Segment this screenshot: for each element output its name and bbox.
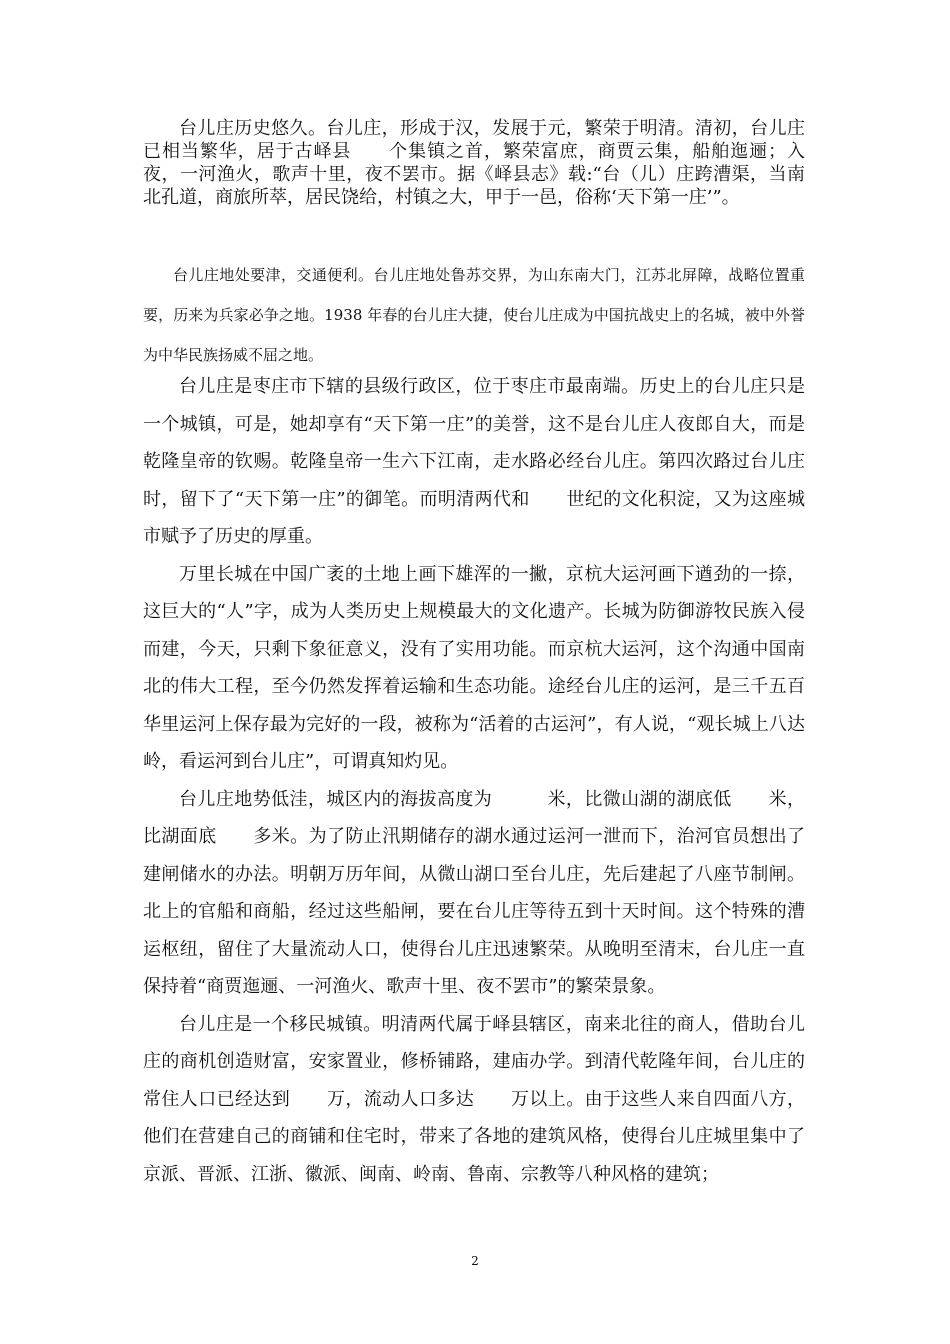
body-paragraph-migrant-town: 台儿庄是一个移民城镇。明清两代属于峄县辖区，南来北往的商人，借助台儿庄的商机创造财富，安家置业，修桥铺路，建庙办学。到清代乾隆年间，台儿庄的常住人口已经达到 万，流动人口多达 万以上。由于这些人来自四面八方，他们在营建自己的商铺和住宅时，带来了各地的建筑风格，使得台儿庄城里集中了京派、晋派、江浙、徽派、闽南、岭南、鲁南、宗教等八种风格的建筑； [143, 1013, 805, 1185]
body-paragraph-administrative: 台儿庄是枣庄市下辖的县级行政区，位于枣庄市最南端。历史上的台儿庄只是一个城镇，可是，她却享有“天下第一庄”的美誉，这不是台儿庄人夜郎自大，而是乾隆皇帝的钦赐。乾隆皇帝一生六下江南，走水路必经台儿庄。第四次路过台儿庄时，留下了“天下第一庄”的御笔。而明清两代和 世纪的文化积淀，又为这座城市赋予了历史的厚重。 [143, 376, 805, 547]
body-text [143, 368, 805, 1193]
body-paragraph-terrain-locks: 台儿庄地势低洼，城区内的海拔高度为 米，比微山湖的湖底低 米，比湖面底 多米。为了防止汛期储存的湖水通过运河一泄而下，治河官员想出了建闸储水的办法。明朝万历年间，从微山湖口至台儿庄，先后建起了八座节制闸。北上的官船和商船，经过这些船闸，要在台儿庄等待五到十天时间。这个特殊的漕运枢纽，留住了大量流动人口，使得台儿庄迅速繁荣。从晚明至清末，台儿庄一直保持着“商贾迤逦、一河渔火、歌声十里、夜不罢市”的繁荣景象。 [143, 788, 805, 997]
intro-paragraph-history: 台儿庄历史悠久。台儿庄，形成于汉，发展于元，繁荣于明清。清初，台儿庄已相当繁华，居于古峄县 个集镇之首，繁荣富庶，商贾云集，船舶迤逦；入夜，一河渔火，歌声十里，夜不罢市。据《峄县志》载:“台（儿）庄跨漕渠，当南北孔道，商旅所萃，居民饶给，村镇之大，甲于一邑，俗称‘天下第一庄’”。 [143, 118, 805, 208]
body-paragraph-grand-canal: 万里长城在中国广袤的土地上画下雄浑的一撇，京杭大运河画下遒劲的一捺，这巨大的“人”字，成为人类历史上规模最大的文化遗产。长城为防御游牧民族入侵而建，今天，只剩下象征意义，没有了实用功能。而京杭大运河，这个沟通中国南北的伟大工程，至今仍然发挥着运输和生态功能。途经台儿庄的运河，是三千五百华里运河上保存最为完好的一段，被称为“活着的古运河”，有人说，“观长城上八达岭，看运河到台儿庄”，可谓真知灼见。 [143, 563, 805, 772]
intro-paragraph-location: 台儿庄地处要津，交通便利。台儿庄地处鲁苏交界，为山东南大门，江苏北屏障，战略位置重要，历来为兵家必争之地。1938 年春的台儿庄大捷，使台儿庄成为中国抗战史上的名城，被中外誉为中华民族扬威不屈之地。 [143, 266, 805, 364]
page-number: 2 [471, 1254, 479, 1268]
